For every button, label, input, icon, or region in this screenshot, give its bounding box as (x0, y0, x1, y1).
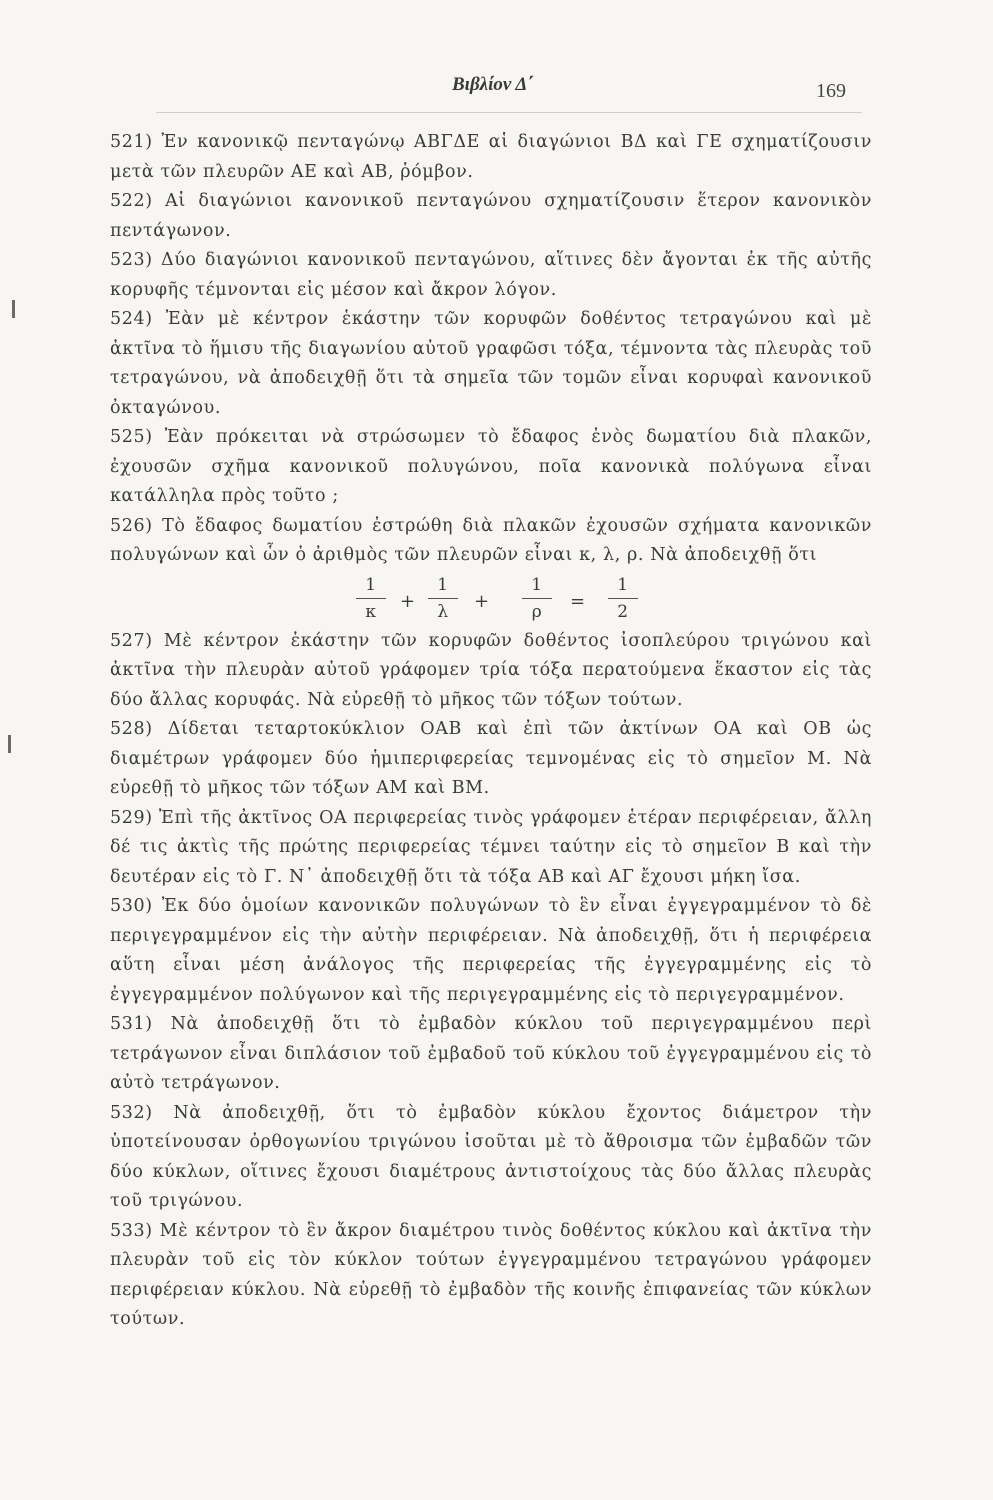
problem-text: Δύο διαγώνιοι κανονικοῦ πενταγώνου, αἵτινες δὲν ἄγονται ἐκ τῆς αὐτῆς κορυφῆς τέμνονται εἰς μέσον καὶ ἄκρον λόγον. (110, 250, 872, 300)
problem-527 (110, 627, 872, 716)
fraction-1-over-rho (522, 575, 552, 622)
problem-number: 533) (110, 1220, 153, 1241)
problem-number: 532) (110, 1102, 153, 1123)
fraction-1-over-2 (608, 575, 638, 622)
fraction-1-over-lambda (428, 575, 458, 622)
fraction-bar (522, 598, 552, 599)
problem-text: Δίδεται τεταρτοκύκλιον ΟΑΒ καὶ ἐπὶ τῶν ἀκτίνων ΟΑ καὶ ΟΒ ὡς διαμέτρων γράφομεν δύο ἡμιπεριφερείας τεμνομένας εἰς τὸ σημεῖον Μ. Νὰ εὑρεθῇ τὸ μῆκος τῶν τόξων ΑΜ καὶ ΒΜ. (110, 719, 872, 798)
book-title: Βιβλίον Δ΄ (452, 74, 534, 95)
plus-sign: + (474, 590, 490, 612)
problem-number: 530) (110, 896, 153, 916)
problem-text: Μὲ κέντρον ἑκάστην τῶν κορυφῶν δοθέντος ἰσοπλεύρου τριγώνου καὶ ἀκτῖνα τὴν πλευρὰν αὐτοῦ γράφομεν τρία τόξα περατούμενα ἕκαστον εἰς τὰς δύο ἄλλας κορυφάς. Νὰ εὑρεθῇ τὸ μῆκος τῶν τόξων τούτων. (110, 630, 872, 710)
denominator: ρ (531, 601, 543, 622)
problem-text: Μὲ κέντρον τὸ ἓν ἄκρον διαμέτρου τινὸς δοθέντος κύκλου καὶ ἀκτῖνα τὴν πλευρὰν τοῦ εἰς τὸν κύκλον τούτων ἐγγεγραμμένου τετραγώνου γράφομεν περιφέρειαν κύκλου. Νὰ εὑρεθῇ τὸ ἐμβαδὸν τῆς κοινῆς ἐπιφανείας τῶν κύκλων τούτων. (110, 1220, 872, 1329)
problem-530 (110, 892, 872, 1010)
problem-text: Ἐπὶ τῆς ἀκτῖνος ΟΑ περιφερείας τινὸς γράφομεν ἑτέραν περιφέρειαν, ἄλλη δέ τις ἀκτὶς τῆς πρώτης περιφερείας τέμνει ταύτην εἰς τὸ σημεῖον Β καὶ τὴν δευτέραν εἰς τὸ Γ. Ν᾿ ἀποδειχθῇ ὅτι τὰ τόξα ΑΒ καὶ ΑΓ ἔχουσι μήκη ἴσα. (110, 807, 872, 887)
reciprocal-sum-formula (110, 575, 872, 621)
header-rule (156, 112, 862, 113)
problem-number: 531) (110, 1014, 153, 1034)
fraction-1-over-kappa (356, 575, 386, 622)
problem-528 (110, 715, 872, 804)
problem-text: Ἐν κανονικῷ πενταγώνῳ ΑΒΓΔΕ αἱ διαγώνιοι ΒΔ καὶ ΓΕ σχηματίζουσιν μετὰ τῶν πλευρῶν ΑΕ καὶ ΑΒ, ῥόμβον. (110, 132, 872, 182)
margin-mark (12, 300, 15, 318)
margin-mark (8, 735, 11, 753)
fraction-bar (356, 598, 386, 599)
exercise-list (110, 128, 872, 1335)
page-number: 169 (816, 80, 846, 102)
running-head (0, 72, 993, 112)
numerator: 1 (617, 574, 629, 595)
problem-text: Ἐὰν πρόκειται νὰ στρώσωμεν τὸ ἔδαφος ἑνὸς δωματίου διὰ πλακῶν, ἐχουσῶν σχῆμα κανονικοῦ πολυγώνου, ποῖα κανονικὰ πολύγωνα εἶναι κατάλληλα πρὸς τοῦτο ; (110, 427, 872, 506)
denominator: λ (437, 601, 449, 622)
problem-text: Ἐὰν μὲ κέντρον ἑκάστην τῶν κορυφῶν δοθέντος τετραγώνου καὶ μὲ ἀκτῖνα τὸ ἥμισυ τῆς διαγωνίου αὐτοῦ γραφῶσι τόξα, τέμνοντα τὰς πλευρὰς τοῦ τετραγώνου, νὰ ἀποδειχθῇ ὅτι τὰ σημεῖα τῶν τομῶν εἶναι κορυφαὶ κανονικοῦ ὀκταγώνου. (110, 309, 872, 418)
problem-523 (110, 246, 872, 305)
problem-text: Νὰ ἀποδειχθῇ ὅτι τὸ ἐμβαδὸν κύκλου τοῦ περιγεγραμμένου περὶ τετράγωνον εἶναι διπλάσιον τοῦ ἐμβαδοῦ τοῦ κύκλου τοῦ ἐγγεγραμμένου εἰς τὸ αὐτὸ τετράγωνον. (110, 1014, 872, 1093)
problem-522 (110, 187, 872, 246)
problem-text: Αἱ διαγώνιοι κανονικοῦ πενταγώνου σχηματίζουσιν ἕτερον κανονικὸν πεντάγωνον. (110, 191, 873, 241)
numerator: 1 (531, 574, 543, 595)
problem-number: 522) (110, 191, 153, 211)
fraction-bar (428, 598, 458, 599)
equals-sign: = (570, 590, 586, 612)
problem-number: 521) (110, 132, 153, 152)
problem-529 (110, 804, 872, 893)
plus-sign: + (400, 590, 416, 612)
numerator: 1 (437, 574, 449, 595)
problem-532 (110, 1099, 872, 1217)
problem-531 (110, 1010, 872, 1099)
fraction-bar (608, 598, 638, 599)
problem-text: Τὸ ἔδαφος δωματίου ἐστρώθη διὰ πλακῶν ἐχουσῶν σχήματα κανονικῶν πολυγώνων καὶ ὧν ὁ ἀριθμὸς τῶν πλευρῶν εἶναι κ, λ, ρ. Νὰ ἀποδειχθῇ ὅτι (110, 515, 872, 565)
problem-526 (110, 512, 872, 571)
problem-521 (110, 128, 872, 187)
problem-text: Ἐκ δύο ὁμοίων κανονικῶν πολυγώνων τὸ ἓν εἶναι ἐγγεγραμμένον τὸ δὲ περιγεγραμμένον εἰς τὴν αὐτὴν περιφέρειαν. Νὰ ἀποδειχθῇ, ὅτι ἡ περιφέρεια αὕτη εἶναι μέση ἀνάλογος τῆς περιφερείας τῆς ἐγγεγραμμένης εἰς τὸ ἐγγεγραμμένον πολύγωνον καὶ τῆς περιγεγραμμένης εἰς τὸ περιγεγραμμένον. (110, 896, 872, 1005)
denominator: κ (365, 601, 377, 622)
problem-number: 525) (110, 427, 153, 447)
problem-number: 529) (110, 807, 153, 828)
problem-number: 523) (110, 250, 153, 270)
denominator: 2 (617, 601, 629, 622)
problem-number: 524) (110, 309, 153, 329)
problem-number: 528) (110, 719, 153, 739)
problem-525 (110, 423, 872, 512)
problem-number: 526) (110, 515, 153, 536)
problem-533 (110, 1217, 872, 1335)
problem-text: Νὰ ἀποδειχθῇ, ὅτι τὸ ἐμβαδὸν κύκλου ἔχοντος διάμετρον τὴν ὑποτείνουσαν ὀρθογωνίου τριγώνου ἰσοῦται μὲ τὸ ἄθροισμα τῶν ἐμβαδῶν τῶν δύο κύκλων, οἵτινες ἔχουσι διαμέτρους ἀντιστοίχους τὰς δύο ἄλλας πλευρὰς τοῦ τριγώνου. (110, 1102, 872, 1211)
problem-number: 527) (110, 630, 153, 651)
problem-524 (110, 305, 872, 423)
numerator: 1 (365, 574, 377, 595)
